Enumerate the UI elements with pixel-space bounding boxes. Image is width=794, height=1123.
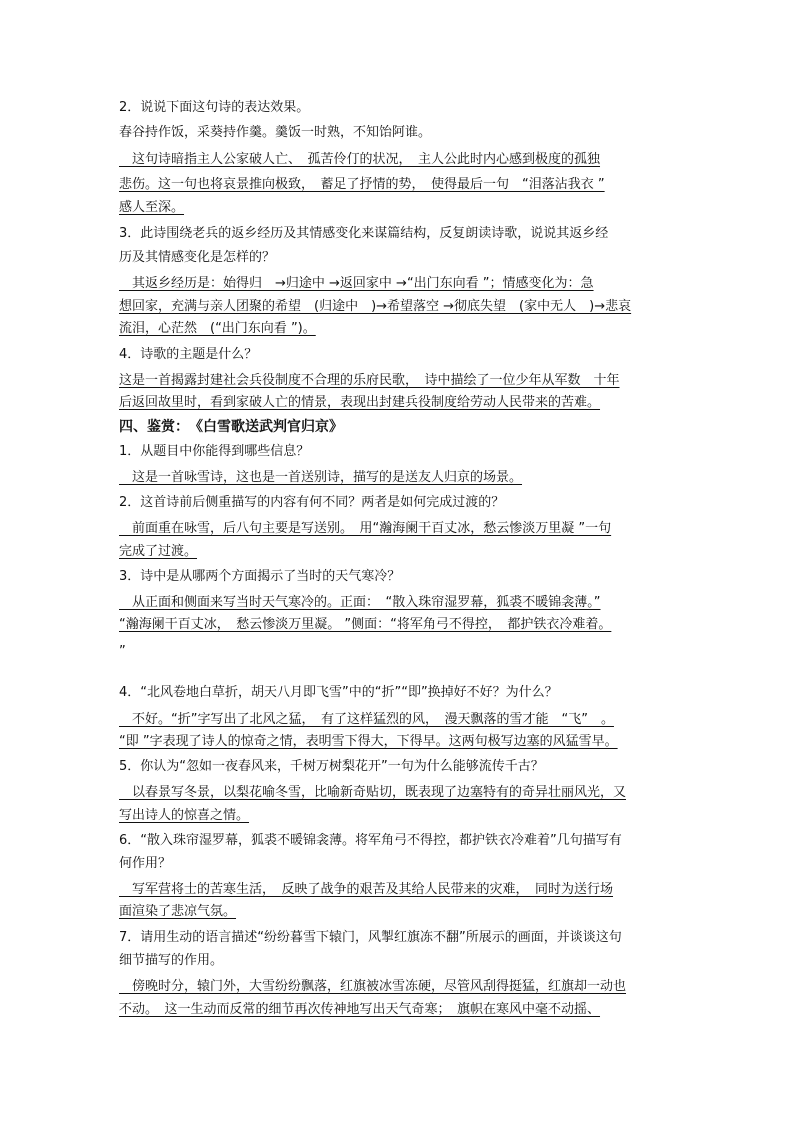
answer-line: 感人至深。: [119, 200, 185, 215]
answer-line: 写出诗人的惊喜之情。: [119, 808, 250, 823]
answer-line: 后返回故里时，看到家破人亡的情景，表现出封建兵役制度给劳动人民带来的苦难。: [119, 395, 601, 410]
answer-line: 完成了过渡。: [119, 544, 198, 559]
question-line: 细节描写的作用。: [119, 953, 224, 968]
answer-line: “瀚海阑干百丈冰， 愁云惨淡万里凝。 ”侧面：“将军角弓不得控， 都护铁衣冷难着。: [119, 617, 612, 632]
text-line: ”: [119, 644, 126, 659]
answer-line: 写军营将士的苦寒生活， 反映了战争的艰苦及其给人民带来的灾难， 同时为送行场: [119, 882, 614, 897]
answer-line: 这是一首咏雪诗，这也是一首送别诗，描写的是送友人归京的场景。: [119, 470, 523, 485]
question-line: 2．这首诗前后侧重描写的内容有何不同？两者是如何完成过渡的？: [119, 495, 505, 510]
question-line: 5．你认为“忽如一夜春风来，千树万树梨花开”一句为什么能够流传千古？: [119, 759, 544, 774]
answer-line: “即 ”字表现了诗人的惊奇之情，表明雪下得大，下得早。这两句极写边塞的风猛雪早。: [119, 734, 618, 749]
answer-line: 不好。“折”字写出了北风之猛， 有了这样猛烈的风， 漫天飘落的雪才能 “飞” 。: [119, 712, 614, 727]
question-line: 7．请用生动的语言描述“纷纷暮雪下辕门，风掣红旗冻不翻”所展示的画面，并谈谈这句: [119, 930, 622, 945]
question-line: 4．诗歌的主题是什么？: [119, 347, 258, 362]
answer-line: 面渲染了悲凉气氛。: [119, 904, 237, 919]
answer-line: 不动。 这一生动而反常的细节再次传神地写出天气奇寒； 旗帜在寒风中毫不动摇、: [119, 1002, 601, 1017]
answer-line: 傍晚时分，辕门外，大雪纷纷飘落，红旗被冰雪冻硬，尽管风刮得挺猛，红旗却一动也: [119, 979, 627, 994]
answer-line: 这是一首揭露封建社会兵役制度不合理的乐府民歌， 诗中描绘了一位少年从军数 十年: [119, 373, 620, 388]
answer-line: 从正面和侧面来写当时天气寒冷的。正面： “散入珠帘湿罗幕，狐裘不暖锦衾薄。”: [119, 595, 601, 610]
answer-line: 流泪，心茫然 (“出门东向看 ”)。: [119, 321, 316, 336]
answer-line: 想回家，充满与亲人团聚的希望 (归途中 )→希望落空 →彻底失望 (家中无人 )→悲哀: [119, 299, 632, 314]
question-line: 何作用？: [119, 856, 172, 871]
question-line: 3．此诗围绕老兵的返乡经历及其情感变化来谋篇结构，反复朗读诗歌，说说其返乡经: [119, 226, 609, 241]
question-line: 2．说说下面这句诗的表达效果。: [119, 100, 310, 115]
answer-line: 其返乡经历是：始得归 →归途中 →返回家中 →“出门东向看 ”；情感变化为：急: [119, 276, 594, 291]
question-line: 历及其情感变化是怎样的？: [119, 250, 276, 265]
answer-line: 以春景写冬景，以梨花喻冬雪，比喻新奇贴切，既表现了边塞特有的奇异壮丽风光，又: [119, 785, 627, 800]
question-line: 4．“北风卷地白草折，胡天八月即飞雪”中的“折”“即”换掉好不好？为什么？: [119, 685, 558, 700]
section-heading: 四、鉴赏： 《白雪歌送武判官归京》: [119, 419, 343, 435]
answer-line: 这句诗暗指主人公家破人亡、 孤苦伶仃的状况， 主人公此时内心感到极度的孤独: [119, 152, 601, 167]
poem-line: 春谷持作饭，采葵持作羹。羹饭一时熟，不知饴阿谁。: [119, 125, 432, 140]
answer-line: 前面重在咏雪，后八句主要是写送别。 用“瀚海阑干百丈冰，愁云惨淡万里凝 ”一句: [119, 521, 612, 536]
answer-line: 悲伤。这一句也将哀景推向极致， 蓄足了抒情的势， 使得最后一句 “泪落沾我衣 ”: [119, 177, 605, 192]
question-line: 3．诗中是从哪两个方面揭示了当时的天气寒冷？: [119, 569, 401, 584]
question-line: 6．“散入珠帘湿罗幕，狐裘不暖锦衾薄。将军角弓不得控，都护铁衣冷难着”几句描写有: [119, 833, 622, 848]
question-line: 1．从题目中你能得到哪些信息？: [119, 444, 310, 459]
